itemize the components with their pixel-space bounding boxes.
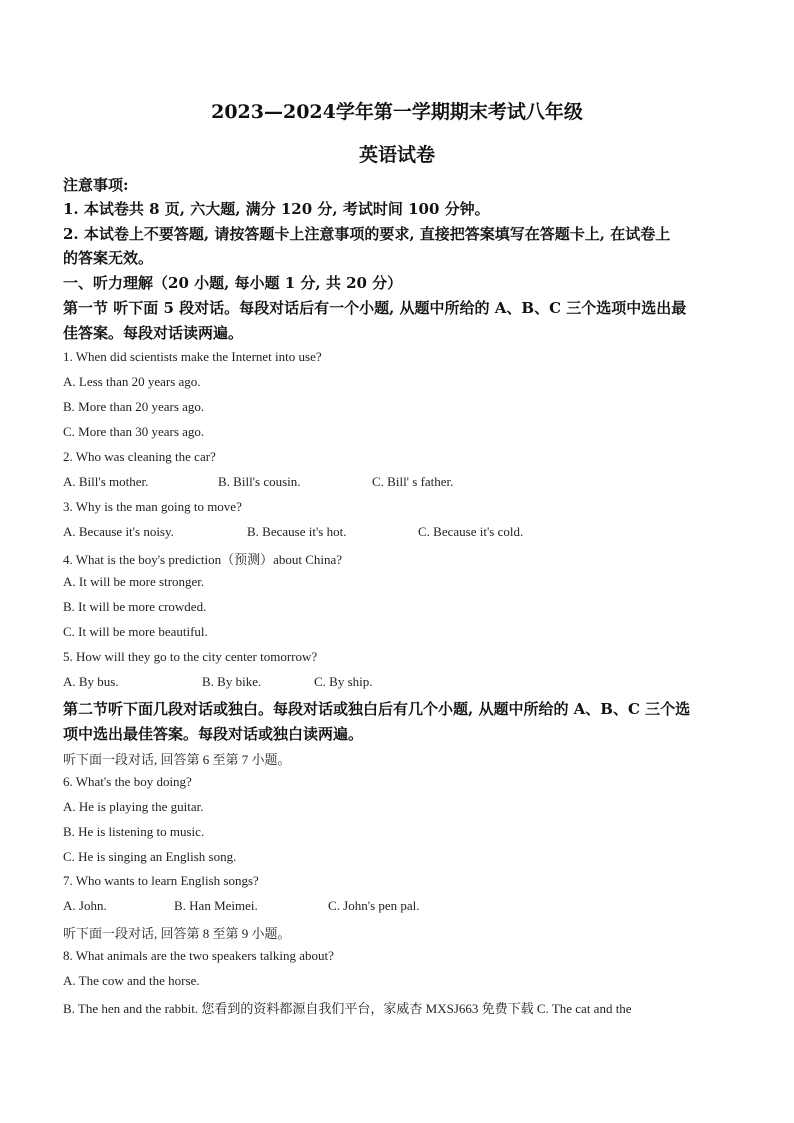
question-8-option-b-line: B. The hen and the rabbit. 您看到的资料都源自我们平台，家威杏 MXSJ663 免费下载 C. The cat and the: [63, 1001, 632, 1016]
question-5-option-c: C. By ship.: [314, 674, 373, 689]
question-4-option-c: C. It will be more beautiful.: [63, 624, 208, 639]
notice-item-2-line-2: 的答案无效。: [63, 249, 154, 267]
question-3-options: [63, 524, 743, 540]
question-3-option-b: B. Because it's hot.: [247, 524, 347, 539]
question-5-option-b: B. By bike.: [202, 674, 262, 689]
section2-instructions-line-1: 第二节听下面几段对话或独白。每段对话或独白后有几个小题, 从题中所给的 A、B、C 三个选: [63, 700, 691, 718]
question-2-option-c: C. Bill' s father.: [372, 474, 454, 489]
question-7-option-b: B. Han Meimei.: [174, 898, 258, 913]
notice-item-1: 1. 本试卷共 8 页, 六大题, 满分 120 分, 考试时间 100 分钟。: [63, 200, 490, 218]
page-title: 2023—2024学年第一学期期末考试八年级: [211, 101, 583, 123]
question-6-option-a: A. He is playing the guitar.: [63, 799, 204, 814]
question-3-stem: 3. Why is the man going to move?: [63, 499, 242, 514]
question-6-option-b: B. He is listening to music.: [63, 824, 205, 839]
section2-instructions-line-2: 项中选出最佳答案。每段对话或独白读两遍。: [63, 725, 364, 743]
question-2-options: [63, 474, 743, 490]
question-6-option-c: C. He is singing an English song.: [63, 849, 237, 864]
question-7-options: [63, 898, 743, 914]
question-1-option-c: C. More than 30 years ago.: [63, 424, 205, 439]
question-8-option-a: A. The cow and the horse.: [63, 973, 200, 988]
question-2-option-b: B. Bill's cousin.: [218, 474, 301, 489]
dialogue-intro-8-9: 听下面一段对话, 回答第 8 至第 9 小题。: [63, 926, 291, 941]
question-3-option-c: C. Because it's cold.: [418, 524, 524, 539]
section1-instructions-line-1: 第一节 听下面 5 段对话。每段对话后有一个小题, 从题中所给的 A、B、C 三个选项中选出最: [63, 299, 687, 317]
question-2-stem: 2. Who was cleaning the car?: [63, 449, 216, 464]
question-8-stem: 8. What animals are the two speakers talking about?: [63, 948, 334, 963]
page-subtitle: 英语试卷: [358, 144, 435, 166]
question-2-option-a: A. Bill's mother.: [63, 474, 149, 489]
question-7-option-c: C. John's pen pal.: [328, 898, 420, 913]
question-4-stem: 4. What is the boy's prediction（预测）about China?: [63, 552, 343, 567]
part1-heading: 一、听力理解（20 小题, 每小题 1 分, 共 20 分）: [63, 274, 403, 292]
question-6-stem: 6. What's the boy doing?: [63, 774, 192, 789]
question-7-stem: 7. Who wants to learn English songs?: [63, 873, 259, 888]
question-5-option-a: A. By bus.: [63, 674, 119, 689]
question-1-option-b: B. More than 20 years ago.: [63, 399, 205, 414]
question-1-stem: 1. When did scientists make the Internet into use?: [63, 349, 322, 364]
notice-item-2-line-1: 2. 本试卷上不要答题, 请按答题卡上注意事项的要求, 直接把答案填写在答题卡上, 在试卷上: [63, 225, 671, 243]
dialogue-intro-6-7: 听下面一段对话, 回答第 6 至第 7 小题。: [63, 752, 291, 767]
section1-instructions-line-2: 佳答案。每段对话读两遍。: [63, 324, 244, 342]
question-4-option-b: B. It will be more crowded.: [63, 599, 207, 614]
question-4-option-a: A. It will be more stronger.: [63, 574, 205, 589]
question-7-option-a: A. John.: [63, 898, 107, 913]
question-5-options: [63, 674, 743, 690]
question-1-option-a: A. Less than 20 years ago.: [63, 374, 201, 389]
question-3-option-a: A. Because it's noisy.: [63, 524, 174, 539]
question-5-stem: 5. How will they go to the city center tomorrow?: [63, 649, 318, 664]
notice-heading: 注意事项:: [63, 176, 129, 194]
